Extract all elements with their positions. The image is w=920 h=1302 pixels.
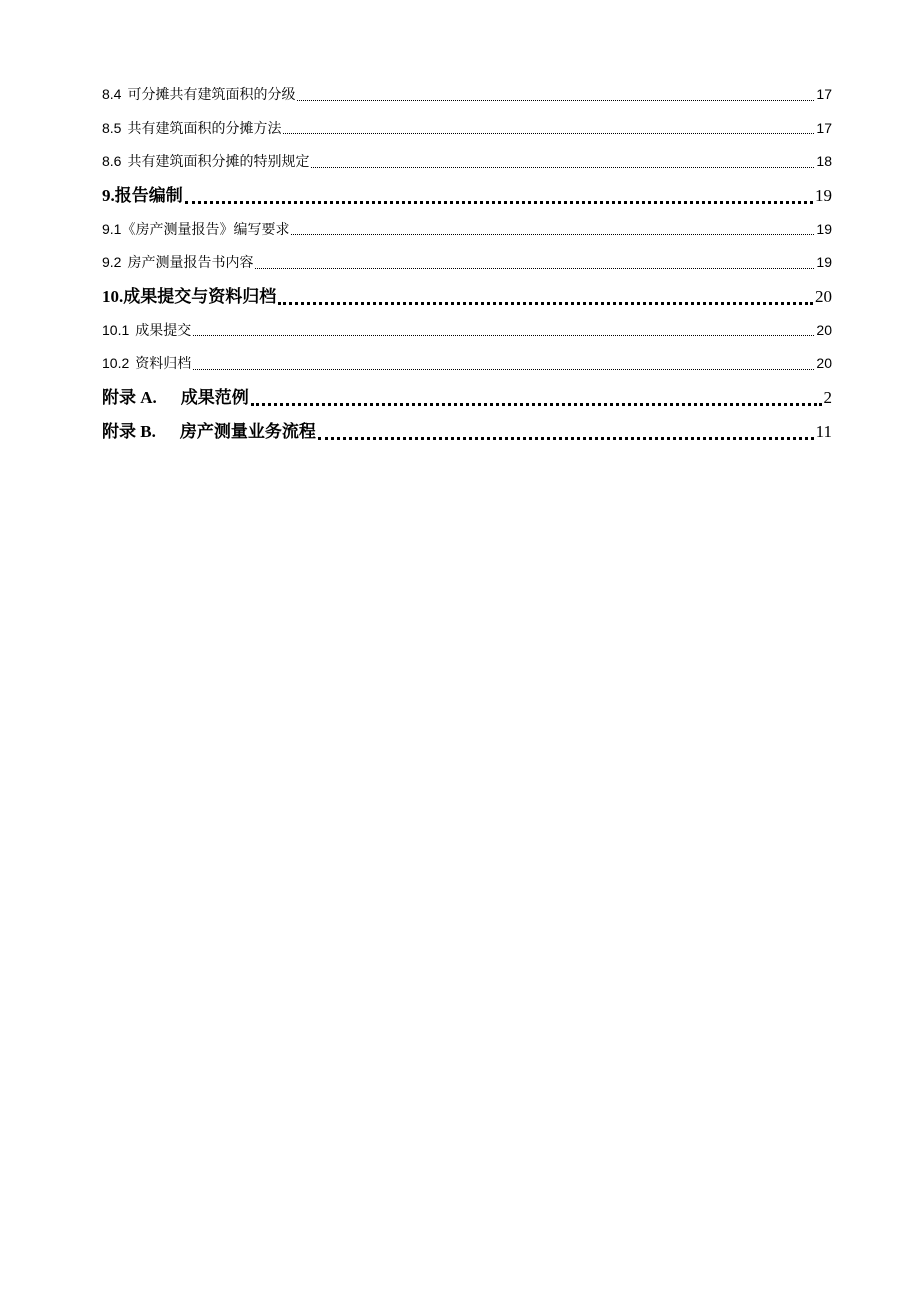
toc-entry-title: 成果范例 (180, 387, 249, 408)
toc-entry-title: 报告编制 (114, 185, 183, 206)
toc-entry-page: 20 (816, 355, 832, 371)
toc-entry-9-1[interactable] (102, 213, 832, 247)
toc-entry-number: 8.4 (102, 86, 122, 102)
toc-entry-number: 附录 B. (102, 421, 156, 441)
toc-entry-page: 20 (816, 321, 832, 338)
toc-entry-8-6[interactable] (102, 145, 832, 179)
toc-leader-dots (311, 145, 814, 179)
toc-entry-page: 17 (816, 119, 832, 136)
toc-leader-dots (255, 246, 814, 280)
toc-entry-number: 附录 A. (102, 387, 157, 407)
toc-entry-number: 9.2 (102, 254, 122, 270)
toc-entry-title: 《房产测量报告》编写要求 (121, 221, 290, 238)
toc-entry-title: 资料归档 (135, 356, 192, 372)
toc-entry-8-5[interactable] (102, 112, 832, 146)
toc-entry-title: 房产测量业务流程 (179, 421, 316, 442)
toc-entry-number: 9. (102, 185, 115, 205)
toc-leader-dots (291, 213, 814, 247)
toc-leader-dots (251, 381, 822, 415)
toc-entry-page: 17 (816, 86, 832, 102)
toc-leader-dots (278, 280, 813, 314)
toc-entry-10[interactable] (102, 280, 832, 314)
toc-entry-title: 房产测量报告书内容 (127, 255, 254, 271)
toc-entry-number: 8.5 (102, 119, 122, 136)
toc-entry-10-1[interactable] (102, 314, 832, 348)
toc-entry-title: 成果提交与资料归档 (123, 286, 277, 307)
toc-entry-title: 成果提交 (135, 322, 192, 339)
toc-leader-dots (193, 314, 814, 348)
toc-entry-number: 10.2 (102, 355, 130, 371)
toc-entry-page: 20 (815, 286, 832, 306)
toc-entry-9-2[interactable] (102, 246, 832, 280)
toc-entry-appendix-a[interactable] (102, 381, 832, 415)
toc-entry-page: 2 (823, 387, 832, 407)
toc-leader-dots (297, 78, 814, 112)
toc-entry-number: 10. (102, 286, 124, 306)
toc-leader-dots (283, 112, 814, 146)
toc-leader-dots (318, 415, 814, 449)
table-of-contents (102, 78, 832, 449)
toc-entry-10-2[interactable] (102, 347, 832, 381)
toc-leader-dots (185, 179, 813, 213)
toc-entry-title: 共有建筑面积的分摊方法 (127, 120, 282, 137)
toc-entry-number: 9.1 (102, 220, 122, 237)
toc-entry-page: 19 (816, 220, 832, 237)
toc-entry-page: 19 (816, 254, 832, 270)
toc-entry-title: 可分摊共有建筑面积的分级 (127, 87, 296, 103)
toc-entry-appendix-b[interactable] (102, 415, 832, 449)
toc-entry-title: 共有建筑面积分摊的特别规定 (127, 154, 310, 170)
toc-entry-9[interactable] (102, 179, 832, 213)
toc-entry-page: 11 (815, 421, 832, 441)
toc-entry-page: 19 (815, 185, 832, 205)
toc-entry-number: 10.1 (102, 321, 130, 338)
toc-leader-dots (193, 347, 814, 381)
toc-entry-8-4[interactable] (102, 78, 832, 112)
toc-entry-page: 18 (816, 153, 832, 169)
toc-entry-number: 8.6 (102, 153, 122, 169)
